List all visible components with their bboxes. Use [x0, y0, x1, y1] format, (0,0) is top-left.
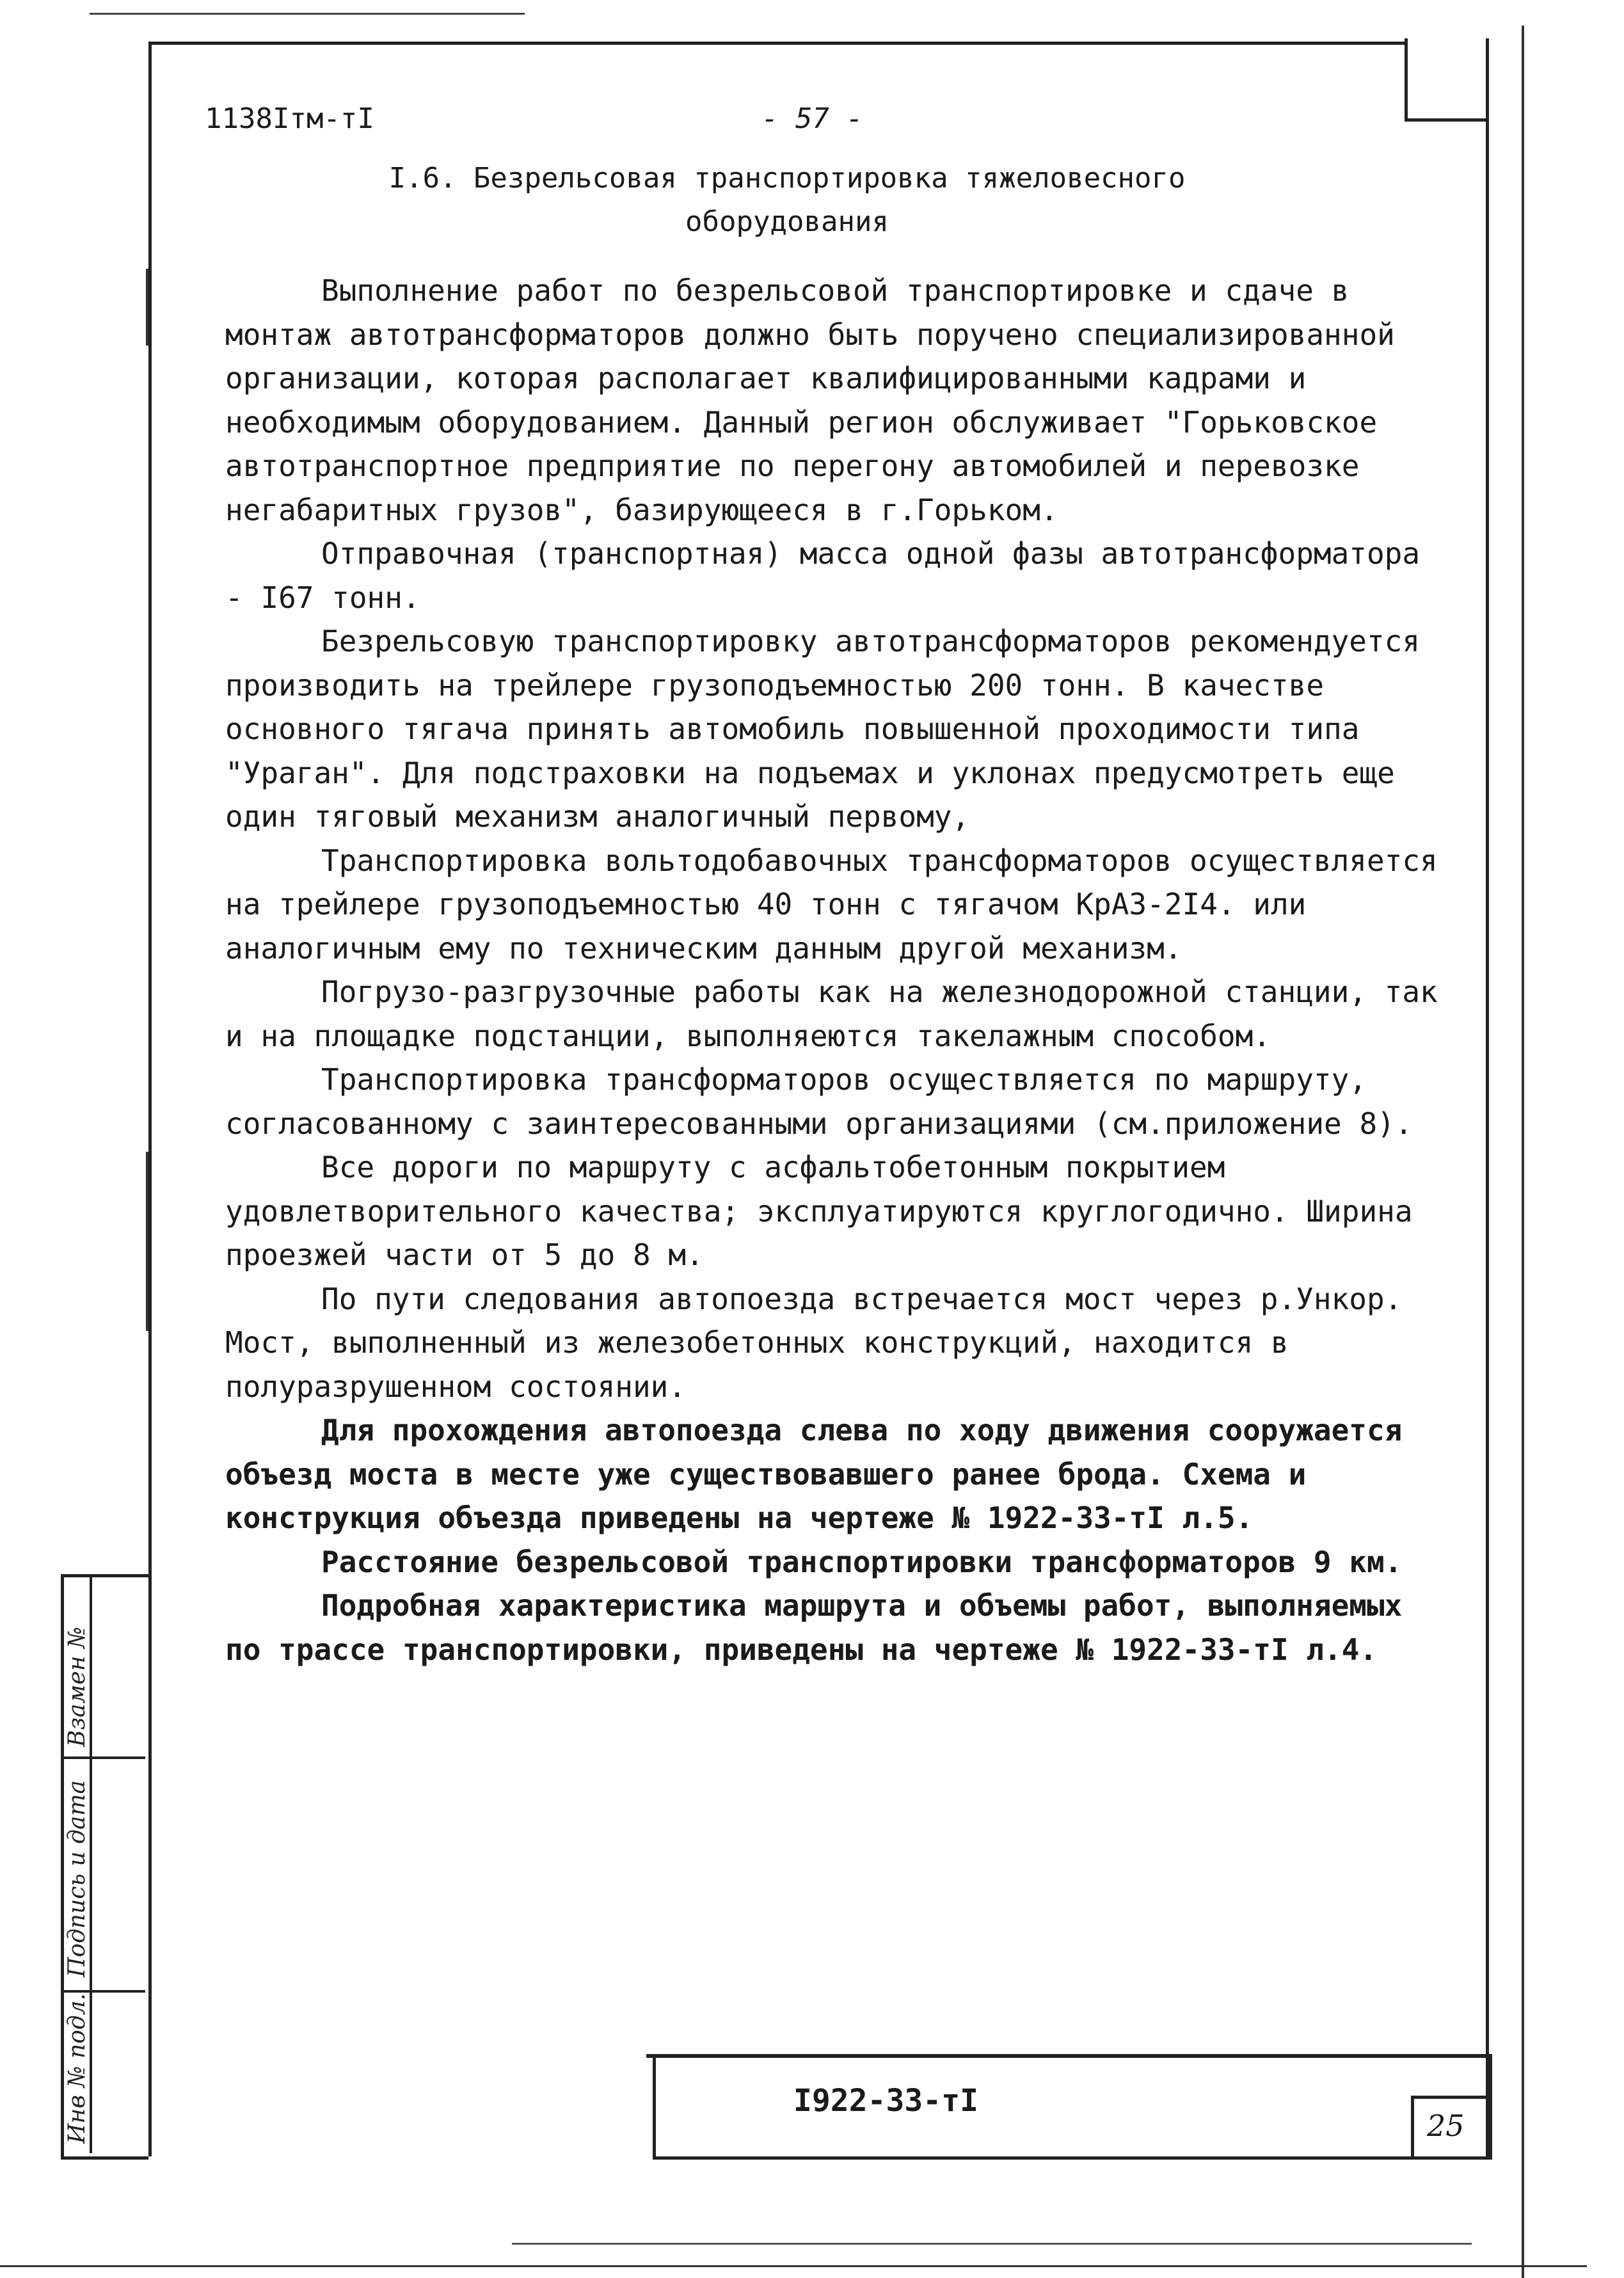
- top-edge-line: [90, 13, 525, 15]
- section-title: [211, 157, 1363, 244]
- title-block-top-rule: [646, 2054, 1486, 2058]
- paragraph: Погрузо-разгрузочные работы как на железнодорожной станции, так и на площадке подстанции, выполняеются такелажным способом.: [225, 975, 1438, 1053]
- paragraph: Транспортировка трансформаторов осуществляется по маршруту, согласованному с заинтересованными организациями (см.приложение 8).: [225, 1062, 1413, 1141]
- paragraph: Для прохождения автопоезда слева по ходу движения сооружается объезд моста в месте уже существовавшего ранее брода. Схема и конструкция объезда приведены на чертеже № 1922-33-тI л.5.: [225, 1413, 1403, 1535]
- paragraph: Отправочная (транспортная) масса одной фазы автотрансформатора - I67 тонн.: [225, 536, 1421, 615]
- paragraph: По пути следования автопоезда встречается мост через р.Ункор. Мост, выполненный из железобетонных конструкций, находится в полуразрушенном состоянии.: [225, 1281, 1403, 1404]
- stamp-sign-label: Подпись и дата: [64, 1780, 90, 1977]
- title-block: [653, 2054, 1492, 2160]
- document-code: 1138Iтм-тI: [205, 102, 374, 135]
- paragraph: Выполнение работ по безрельсовой транспортировке и сдаче в монтаж автотрансформаторов должно быть поручено специализированной организации, которая располагает квалифицированными кадрами и необходимым оборудованием. Данный регион обслуживает "Горьковское автотранспортное предприятие по перегону автомобилей и перевозке негабаритных грузов", базирующееся в г.Горьком.: [225, 273, 1395, 527]
- sheet-number: 25: [1427, 2108, 1465, 2143]
- paragraph: Безрельсовую транспортировку автотрансформаторов рекомендуется производить на трейлере грузоподъемностью 200 тонн. В качестве основного тягача принять автомобиль повышенной проходимости типа "Ураган". Для подстраховки на подъемах и уклонах предусмотреть еще один тяговый механизм аналогичный первому,: [225, 624, 1421, 834]
- right-edge-line: [1522, 26, 1524, 2278]
- drawing-code: I922-33-тI: [793, 2083, 978, 2119]
- stamp-replace-label: Взамен №: [64, 1627, 90, 1747]
- paragraph: Все дороги по маршруту с асфальтобетонным покрытием удовлетворительного качества; эксплуатируются круглогодично. Ширина проезжей части от 5 до 8 м.: [225, 1150, 1413, 1272]
- body-text: [225, 269, 1441, 1671]
- left-margin-mark: [146, 269, 148, 346]
- stamp-inv-label: Инв № подл.: [64, 1993, 90, 2144]
- paragraph: Транспортировка вольтодобавочных трансформаторов осуществляется на трейлере грузоподъемностью 40 тонн с тягачом КрАЗ-2I4. или аналогичным ему по техническим данным другой механизм.: [225, 843, 1438, 966]
- paragraph: Расстояние безрельсовой транспортировки трансформаторов 9 км.: [321, 1544, 1403, 1579]
- page-number: - 57 -: [761, 102, 863, 135]
- bottom-rule: [512, 2243, 1472, 2245]
- stamp-divider: [61, 1990, 145, 1993]
- left-margin-mark: [146, 1152, 148, 1331]
- stamp-divider: [61, 1756, 145, 1759]
- corner-box: [1405, 38, 1489, 122]
- page-bottom-edge: [0, 2265, 1587, 2267]
- section-title-line-1: I.6. Безрельсовая транспортировка тяжеловесного: [388, 162, 1186, 195]
- paragraph: Подробная характеристика маршрута и объемы работ, выполняемых по трассе транспортировки, приведены на чертеже № 1922-33-тI л.4.: [225, 1588, 1403, 1667]
- section-title-line-2: оборудования: [685, 205, 889, 238]
